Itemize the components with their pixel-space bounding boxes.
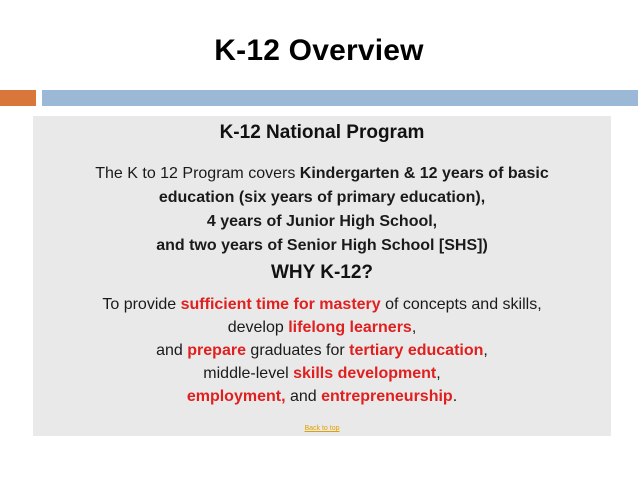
description-line-4: and two years of Senior High School [SHS]): [156, 237, 488, 254]
reason-text: middle-level: [203, 365, 294, 382]
reason-line-1: [33, 293, 611, 316]
reason-text: graduates for: [245, 342, 350, 359]
reason-highlight: entrepreneurship: [321, 388, 453, 405]
reasons-text: [33, 293, 611, 408]
content-panel: [33, 116, 611, 436]
slide-title: K-12 Overview: [214, 34, 424, 67]
description-line-2: education (six years of primary education),: [158, 189, 486, 206]
description-emphasis: Kindergarten & 12 years of basic: [299, 165, 549, 182]
reason-line-3: [33, 339, 611, 362]
description-text: The K to 12 Program covers: [95, 165, 300, 182]
reason-text: ,: [436, 365, 441, 382]
reason-line-4: [33, 362, 611, 385]
reason-highlight: lifelong learners: [288, 319, 412, 336]
reason-text: ,: [483, 342, 488, 359]
accent-bar-blue: [42, 90, 638, 106]
reason-line-2: [33, 316, 611, 339]
description-line-3: 4 years of Junior High School,: [206, 213, 438, 230]
reason-highlight: prepare: [187, 342, 246, 359]
reason-highlight: sufficient time for mastery: [180, 296, 381, 313]
reason-highlight: skills development: [293, 365, 437, 382]
accent-bar-orange: [0, 90, 36, 106]
reason-text: ,: [411, 319, 417, 336]
program-description: [33, 162, 611, 258]
reason-line-5: [33, 385, 611, 408]
panel-heading: K-12 National Program: [219, 122, 425, 143]
description-line-1: [33, 162, 611, 186]
reason-text: of concepts and skills,: [380, 296, 542, 313]
reason-text: and: [285, 388, 322, 405]
reason-text: and: [156, 342, 188, 359]
reason-text: develop: [227, 319, 289, 336]
reason-highlight: employment,: [186, 388, 286, 405]
back-to-top-link[interactable]: Back to top: [304, 425, 340, 432]
reason-text: .: [452, 388, 458, 405]
why-heading: WHY K-12?: [270, 262, 374, 283]
reason-highlight: tertiary education: [349, 342, 484, 359]
reason-text: To provide: [102, 296, 181, 313]
